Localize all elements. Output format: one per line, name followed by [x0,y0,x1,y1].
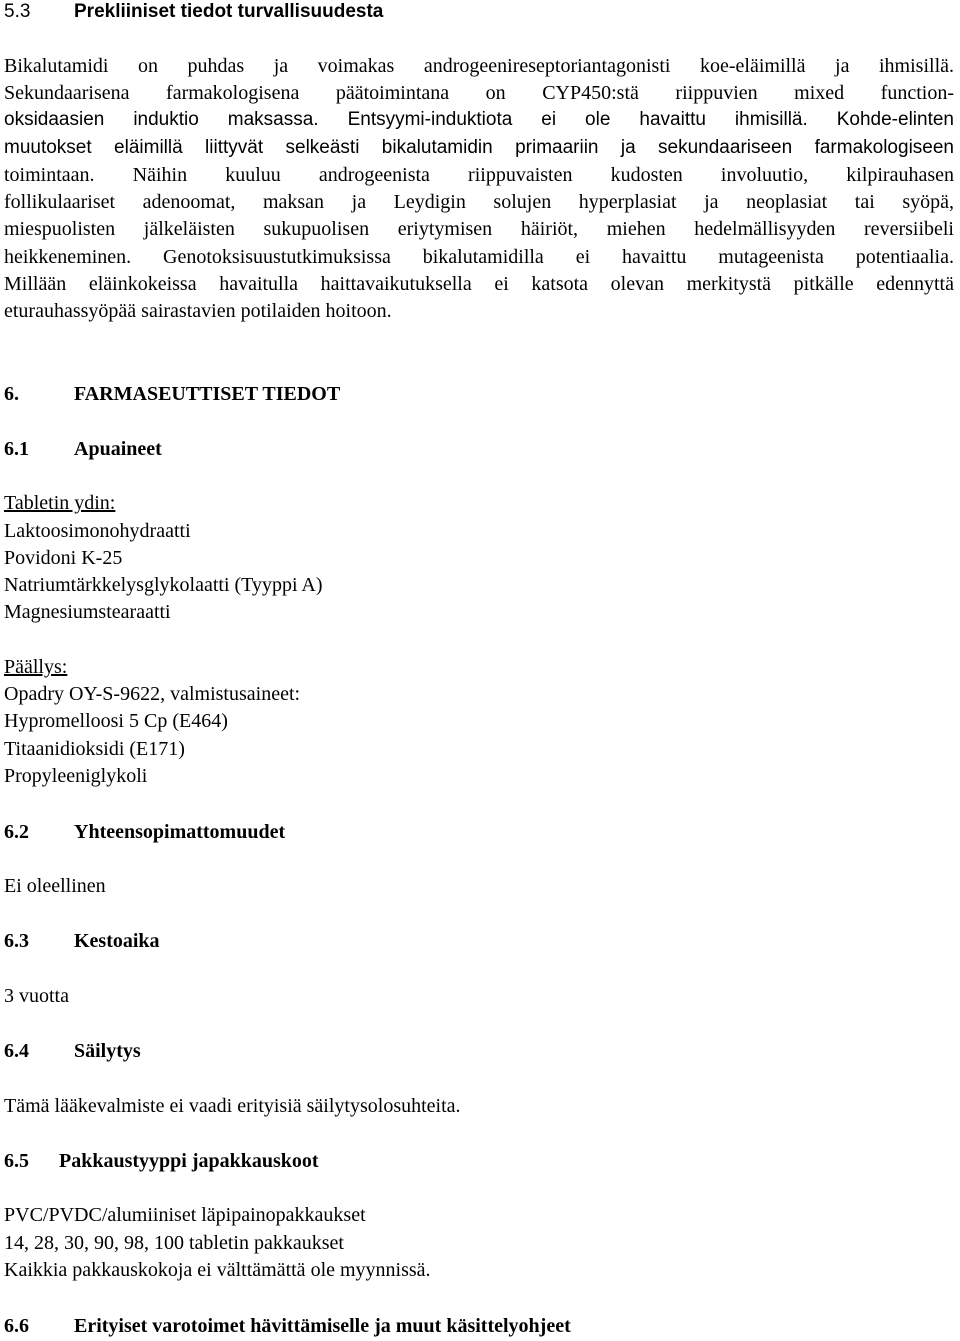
list-item: Propyleeniglykoli [4,765,148,787]
list-item: Povidoni K-25 [4,547,123,569]
section-title: Yhteensopimattomuudet [74,821,286,843]
section-number: 6.6 [4,1315,29,1337]
paragraph-line: miespuolisten jälkeläisten sukupuolisen eriytymisen häiriöt, miehen hedelmällisyyden reversiibeli [4,218,954,240]
list-item: 14, 28, 30, 90, 98, 100 tabletin pakkaukset [4,1232,344,1254]
paragraph-line: Millään eläinkokeissa havaitulla haittavaikutuksella ei katsota olevan merkitystä pitkälle edennyttä [4,273,954,295]
section-number: 6.3 [4,930,29,952]
list-item: Magnesiumstearaatti [4,601,171,623]
section-6-2-heading [4,820,285,844]
section-title: Apuaineet [74,438,162,460]
paragraph-line: Bikalutamidi on puhdas ja voimakas androgeenireseptoriantagonisti koe-eläimillä ja ihmisillä. [4,55,954,77]
paragraph-line: muutokset eläimillä liittyvät selkeästi bikalutamidin primaariin ja sekundaariseen farmakologiseen [4,137,954,158]
section-title: Erityiset varotoimet hävittämiselle ja muut käsittelyohjeet [74,1315,571,1337]
section-6-5-heading [4,1149,319,1173]
section-title: Prekliiniset tiedot turvallisuudesta [74,1,384,22]
section-6-3-heading [4,929,160,953]
paragraph-line: eturauhassyöpää sairastavien potilaiden hoitoon. [4,300,392,322]
section-number: 6.5 [4,1150,29,1172]
section-number: 5.3 [4,1,31,22]
section-title: Säilytys [74,1040,141,1062]
list-item: Laktoosimonohydraatti [4,520,191,542]
list-item: Hypromelloosi 5 Cp (E464) [4,710,228,732]
section-text: Ei oleellinen [4,875,106,897]
section-6-4-heading [4,1039,141,1063]
list-item: PVC/PVDC/alumiiniset läpipainopakkaukset [4,1204,366,1226]
list-item: Opadry OY-S-9622, valmistusaineet: [4,683,301,705]
paragraph-line: follikulaariset adenoomat, maksan ja Leydigin solujen hyperplasiat ja neoplasiat tai syöpä, [4,191,954,213]
section-number: 6.2 [4,821,29,843]
list-item: Natriumtärkkelysglykolaatti (Tyyppi A) [4,574,323,596]
paragraph-line: toimintaan. Näihin kuuluu androgeenista riippuvaisten kudosten involuutio, kilpirauhasen [4,164,954,186]
list-item: Titaanidioksidi (E171) [4,738,185,760]
section-title: FARMASEUTTISET TIEDOT [74,383,341,405]
section-text: 3 vuotta [4,985,69,1007]
list-item: Kaikkia pakkauskokoja ei välttämättä ole myynnissä. [4,1259,431,1281]
section-number: 6. [4,383,19,405]
section-text: Tämä lääkevalmiste ei vaadi erityisiä säilytysolosuhteita. [4,1095,461,1117]
paragraph-line: heikkeneminen. Genotoksisuustutkimuksissa bikalutamidilla ei havaittu mutageenista potentiaalia. [4,246,954,268]
section-6-1-heading [4,437,162,461]
section-6-heading [4,382,340,406]
paragraph-line: oksidaasien induktio maksassa. Entsyymi-induktiota ei ole havaittu ihmisillä. Kohde-elinten [4,109,954,130]
core-label: Tabletin ydin: [4,492,116,514]
section-title: Kestoaika [74,930,160,952]
section-6-6-heading [4,1314,571,1338]
section-number: 6.1 [4,438,29,460]
section-number: 6.4 [4,1040,29,1062]
section-title: Pakkaustyyppi japakkauskoot [59,1150,319,1172]
section-5-3-heading [4,0,383,24]
paragraph-line: Sekundaarisena farmakologisena päätoimintana on CYP450:stä riippuvien mixed function- [4,82,954,104]
coating-label: Päällys: [4,656,68,678]
